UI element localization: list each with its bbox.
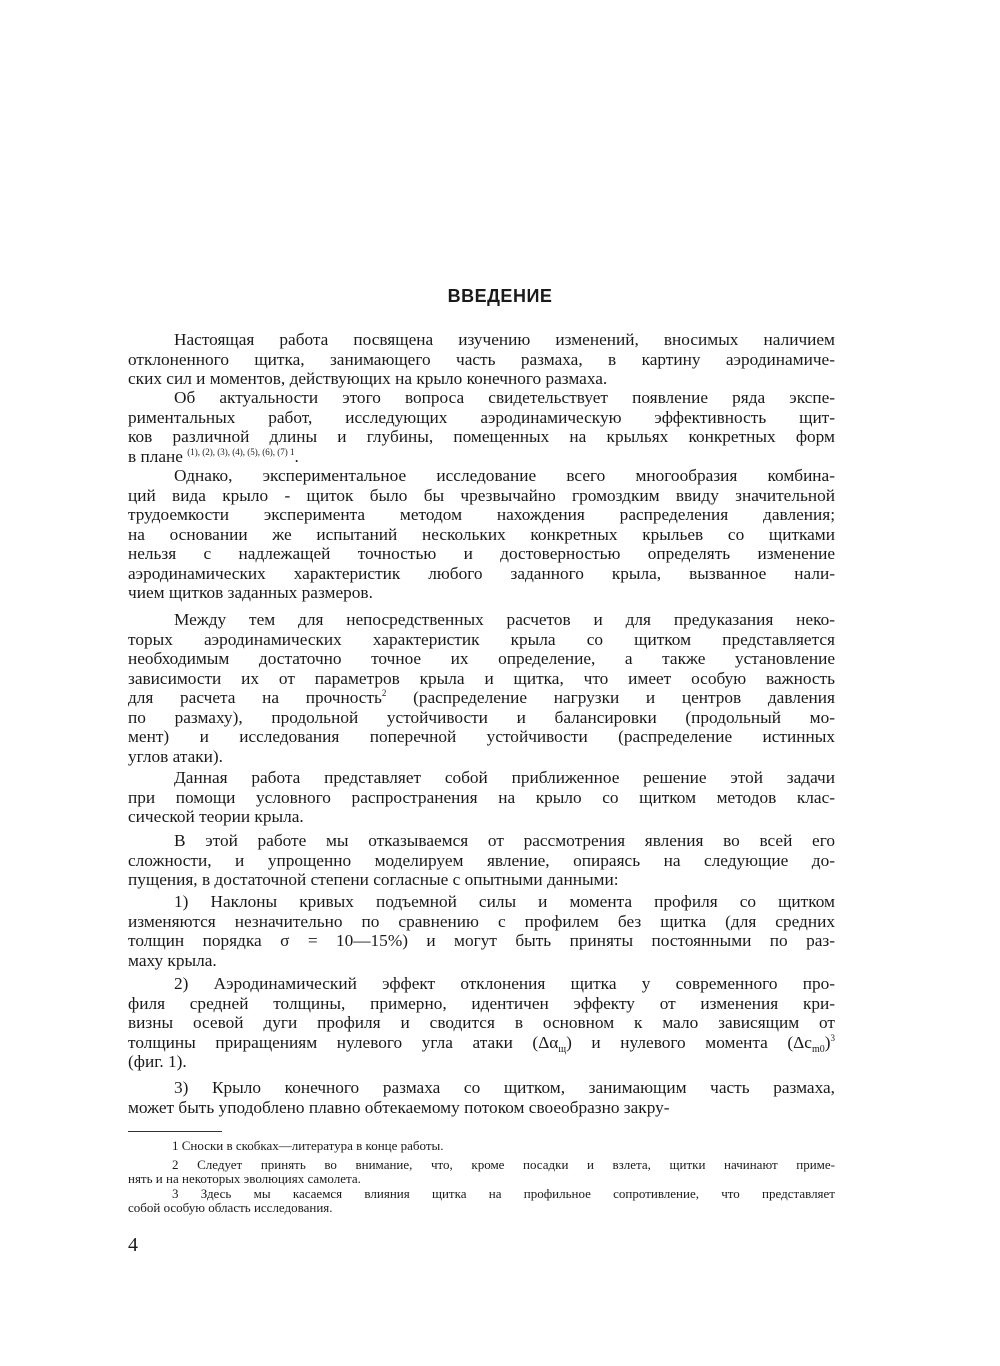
text-line: маху крыла. bbox=[128, 950, 217, 970]
subscript: m0 bbox=[811, 1043, 825, 1055]
text-line: 3) Крыло конечного размаха со щитком, занимающим часть размаха, bbox=[174, 1078, 835, 1097]
text-line: визны осевой дуги профиля и сводится в основном к мало зависящим от bbox=[128, 1013, 835, 1032]
text-line: трудоемкости эксперимента методом нахождения распределения давления; bbox=[128, 505, 835, 524]
paragraph bbox=[128, 974, 835, 1072]
paragraph bbox=[128, 768, 835, 827]
text-segment: толщины приращениям нулевого угла атаки (Δα bbox=[128, 1032, 559, 1052]
section-title: ВВЕДЕНИЕ bbox=[447, 286, 553, 306]
text-line: зависимости их от параметров крыла и щитка, что имеет особую важность bbox=[128, 668, 835, 688]
text-line: 1 Сноски в скобках—литература в конце работы. bbox=[172, 1138, 444, 1153]
text-line: сложности, и упрощенно моделируем явление, опираясь на следующие до- bbox=[128, 850, 835, 870]
text-line: ков различной длины и глубины, помещенных на крыльях конкретных форм bbox=[128, 427, 835, 446]
text-segment: (распределение нагрузки и центров давления bbox=[386, 688, 835, 707]
text-line: пущения, в достаточной степени согласные с опытными данными: bbox=[128, 870, 619, 889]
footnote bbox=[128, 1139, 835, 1153]
footnote-separator bbox=[128, 1131, 222, 1132]
text-line bbox=[128, 688, 835, 708]
text-line: торых аэродинамических характеристик крыла со щитком представляется bbox=[128, 629, 835, 649]
text-segment: в плане bbox=[128, 446, 188, 466]
footnote bbox=[128, 1187, 835, 1214]
footnote-marker: (1), (2), (3), (4), (5), (6), (7) 1 bbox=[187, 446, 295, 457]
paragraph bbox=[128, 466, 835, 603]
text-line: собой особую область исследования. bbox=[128, 1199, 333, 1215]
text-line: чием щитков заданных размеров. bbox=[128, 583, 373, 602]
text-line: Между тем для непосредственных расчетов и для предуказания неко- bbox=[174, 610, 835, 629]
text-line: Данная работа представляет собой приближенное решение этой задачи bbox=[174, 768, 835, 787]
paragraph bbox=[128, 388, 835, 466]
text-line: (фиг. 1). bbox=[128, 1052, 187, 1071]
text-line: ций вида крыло - щиток было бы чрезвычайно громоздким ввиду значительной bbox=[128, 485, 835, 505]
footnote-marker: 3 bbox=[830, 1032, 835, 1043]
text-line: 1) Наклоны кривых подъемной силы и момента профиля со щитком bbox=[174, 892, 835, 911]
text-line: 2) Аэродинамический эффект отклонения щитка у современного про- bbox=[174, 974, 835, 993]
text-line: Об актуальности этого вопроса свидетельствует появление ряда экспе- bbox=[174, 388, 835, 407]
text-segment: ) и нулевого момента (Δc bbox=[566, 1032, 812, 1052]
text-line: толщин порядка σ = 10—15%) и могут быть приняты постоянными по раз- bbox=[128, 931, 835, 950]
footnote bbox=[128, 1158, 835, 1185]
text-line: нельзя с надлежащей точностью и достоверностью определять изменение bbox=[128, 544, 835, 563]
paragraph bbox=[128, 330, 835, 389]
text-line: Настоящая работа посвящена изучению изменений, вносимых наличием bbox=[174, 330, 835, 349]
text-line: аэродинамических характеристик любого заданного крыла, вызванное нали- bbox=[128, 563, 835, 583]
text-line bbox=[128, 1033, 835, 1053]
paragraph bbox=[128, 1078, 835, 1117]
text-line: нять и на некоторых эволюциях самолета. bbox=[128, 1170, 361, 1186]
text-line: Однако, экспериментальное исследование всего многообразия комбина- bbox=[174, 466, 835, 485]
text-line: сической теории крыла. bbox=[128, 807, 304, 826]
text-line bbox=[128, 447, 835, 467]
text-line: филя средней толщины, примерно, идентичен эффекту от изменения кри- bbox=[128, 993, 835, 1013]
paragraph bbox=[128, 831, 835, 890]
text-line: отклоненного щитка, занимающего часть размаха, в картину аэродинамиче- bbox=[128, 349, 835, 369]
text-line: В этой работе мы отказываемся от рассмотрения явления во всей его bbox=[174, 831, 835, 850]
text-segment: для расчета на прочность bbox=[128, 688, 382, 707]
text-line: углов атаки). bbox=[128, 746, 223, 766]
footnote-marker: 2 bbox=[381, 688, 387, 698]
text-line: при помощи условного распространения на крыло со щитком методов клас- bbox=[128, 787, 835, 807]
text-line: мент) и исследования поперечной устойчивости (распределение истинных bbox=[128, 727, 835, 746]
text-line: риментальных работ, исследующих аэродинамическую эффективность щит- bbox=[128, 407, 835, 427]
text-line: изменяются незначительно по сравнению с профилем без щитка (для средних bbox=[128, 911, 835, 931]
text-line: 3 Здесь мы касаемся влияния щитка на профильное сопротивление, что представляет bbox=[172, 1186, 835, 1201]
text-segment: . bbox=[294, 446, 299, 466]
text-line: необходимым достаточно точное их определение, а также установление bbox=[128, 649, 835, 668]
page-number: 4 bbox=[128, 1234, 138, 1256]
paragraph bbox=[128, 610, 835, 766]
text-line: может быть уподоблено плавно обтекаемому потоком своеобразно закру- bbox=[128, 1097, 670, 1117]
subscript: щ bbox=[558, 1043, 567, 1055]
text-line: ских сил и моментов, действующих на крыло конечного размаха. bbox=[128, 369, 608, 388]
text-line: 2 Следует принять во внимание, что, кроме посадки и взлета, щитки начинают приме- bbox=[172, 1157, 835, 1172]
text-line: по размаху), продольной устойчивости и балансировки (продольный мо- bbox=[128, 707, 835, 727]
text-segment: ) bbox=[824, 1032, 831, 1052]
text-line: на основании же испытаний нескольких конкретных крыльев со щитками bbox=[128, 524, 835, 544]
paragraph bbox=[128, 892, 835, 970]
